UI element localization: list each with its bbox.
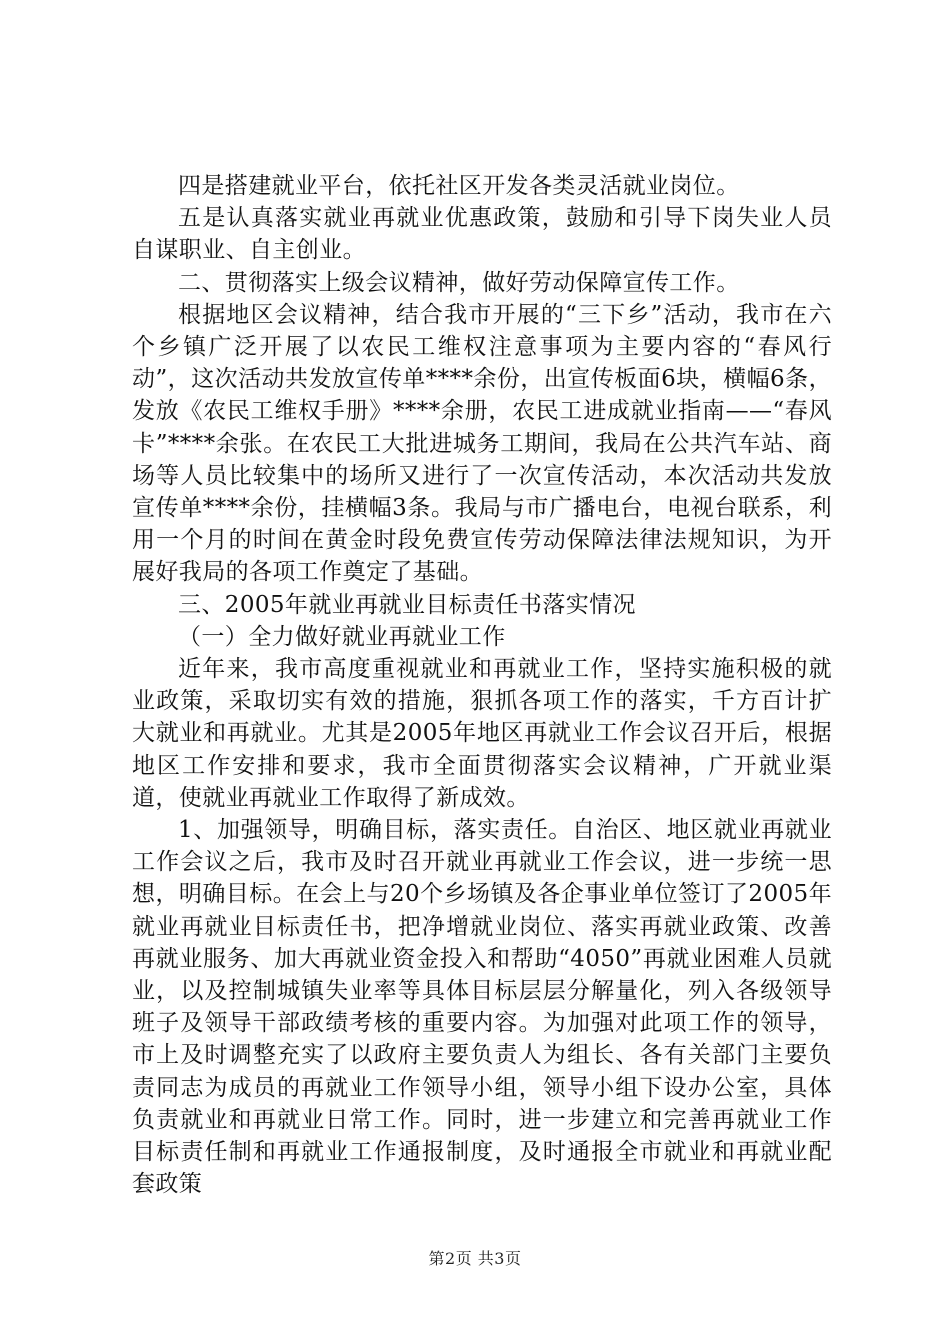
- section-heading-3: 三、2005年就业再就业目标责任书落实情况: [178, 591, 636, 618]
- page-number-footer: 第2页 共3页: [428, 1249, 522, 1268]
- paragraph-item-5: 五是认真落实就业再就业优惠政策，鼓励和引导下岗失业人员自谋职业、自主创业。: [132, 205, 832, 264]
- paragraph-overview: 近年来，我市高度重视就业和再就业工作，坚持实施积极的就业政策，采取切实有效的措施，狠抓各项工作的落实，千方百计扩大就业和再就业。尤其是2005年地区再就业工作会议召开后，根据地区工作安排和要求，我市全面贯彻落实会议精神，广开就业渠道，使就业再就业工作取得了新成效。: [132, 656, 832, 811]
- paragraph-publicity: 根据地区会议精神，结合我市开展的“三下乡”活动，我市在六个乡镇广泛开展了以农民工维权注意事项为主要内容的“春风行动”，这次活动共发放宣传单****余份，出宣传板面6块，横幅6条，发放《农民工维权手册》****余册，农民工进成就业指南——“春风卡”****余张。在农民工大批进城务工期间，我局在公共汽车站、商场等人员比较集中的场所又进行了一次宣传活动，本次活动共发放宣传单****余份，挂横幅3条。我局与市广播电台，电视台联系，利用一个月的时间在黄金时段免费宣传劳动保障法律法规知识，为开展好我局的各项工作奠定了基础。: [132, 301, 832, 586]
- section-heading-2: 二、贯彻落实上级会议精神，做好劳动保障宣传工作。: [178, 269, 740, 296]
- document-body: [132, 170, 832, 1201]
- paragraph-item-4: 四是搭建就业平台，依托社区开发各类灵活就业岗位。: [178, 173, 740, 199]
- paragraph-leadership: 1、加强领导，明确目标，落实责任。自治区、地区就业再就业工作会议之后，我市及时召开就业再就业工作会议，进一步统一思想，明确目标。在会上与20个乡场镇及各企事业单位签订了2005年就业再就业目标责任书，把净增就业岗位、落实再就业政策、改善再就业服务、加大再就业资金投入和帮助“4050”再就业困难人员就业，以及控制城镇失业率等具体目标层层分解量化，列入各级领导班子及领导干部政绩考核的重要内容。为加强对此项工作的领导，市上及时调整充实了以政府主要负责人为组长、各有关部门主要负责同志为成员的再就业工作领导小组，领导小组下设办公室，具体负责就业和再就业日常工作。同时，进一步建立和完善再就业工作目标责任制和再就业工作通报制度，及时通报全市就业和再就业配套政策: [132, 817, 832, 1198]
- subsection-heading-1: （一）全力做好就业再就业工作: [178, 623, 506, 650]
